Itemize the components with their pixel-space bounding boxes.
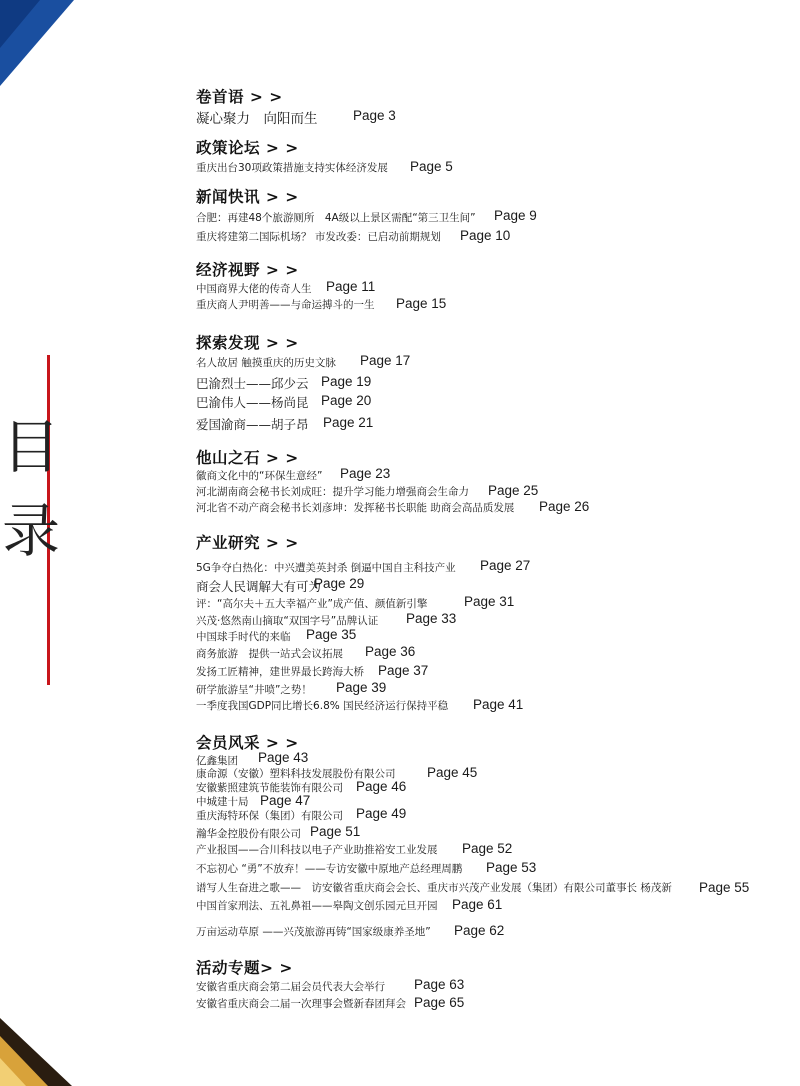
toc-entry[interactable]: 名人故居 触摸重庆的历史文脉 [196,357,336,369]
section-title: 产业研究 > > [196,534,299,552]
toc-entry[interactable]: 中城建十局 [196,796,249,808]
toc-entry[interactable]: 重庆出台30项政策措施支持实体经济发展 [196,162,388,174]
page-number: Page 27 [480,558,531,573]
page-number: Page 10 [460,228,511,243]
toc-entry[interactable]: 一季度我国GDP同比增长6.8% 国民经济运行保持平稳 [196,700,449,712]
toc-entry[interactable]: 商会人民调解大有可为 [196,579,322,594]
toc-entry[interactable]: 谱写人生奋进之歌—— 访安徽省重庆商会会长、重庆市兴茂产业发展（集团）有限公司董事长 杨茂新 [196,882,672,894]
toc-entry[interactable]: 巴渝烈士——邱少云 [196,376,309,391]
page-number: Page 17 [360,353,411,368]
toc-entry[interactable]: 合肥：再建48个旅游厕所 4A级以上景区需配“第三卫生间” [196,212,476,224]
section-title: 卷首语 > > [196,88,283,106]
page-number: Page 11 [326,279,376,294]
page-number: Page 26 [539,499,590,514]
page-number: Page 53 [486,860,537,875]
page-number: Page 23 [340,466,391,481]
page-number: Page 15 [396,296,447,311]
toc-entry[interactable]: 研学旅游呈“井喷”之势！ [196,684,312,696]
page-number: Page 61 [452,897,503,912]
toc-entry[interactable]: 河北省不动产商会秘书长刘彦坤：发挥秘书长职能 助商会高品质发展 [196,502,515,514]
page-number: Page 33 [406,611,457,626]
section-title: 会员风采 > > [196,734,299,752]
page-number: Page 5 [410,159,453,174]
page-number: Page 9 [494,208,537,223]
page-number: Page 49 [356,806,407,821]
corner-decoration-top [0,0,90,90]
toc-entry[interactable]: 中国商界大佬的传奇人生 [196,283,312,295]
toc-entry[interactable]: 产业报国——合川科技以电子产业助推裕安工业发展 [196,844,438,856]
toc-entry[interactable]: 中国球手时代的来临 [196,631,291,643]
section-title: 探索发现 > > [196,334,299,352]
page-number: Page 63 [414,977,465,992]
page-number: Page 35 [306,627,357,642]
page-number: Page 31 [464,594,515,609]
section-title: 他山之石 > > [196,449,299,467]
page-number: Page 52 [462,841,513,856]
page-number: Page 25 [488,483,539,498]
page-number: Page 21 [323,415,374,430]
toc-entry[interactable]: 徽商文化中的“环保生意经” [196,470,323,482]
toc-entry[interactable]: 兴茂·悠然南山摘取“双国字号”品牌认证 [196,615,379,627]
toc-entry[interactable]: 巴渝伟人——杨尚昆 [196,395,309,410]
toc-entry[interactable]: 中国首家刑法、五礼鼻祖——皋陶文创乐园元旦开园 [196,900,438,912]
section-title: 新闻快讯 > > [196,188,299,206]
section-title: 政策论坛 > > [196,139,299,157]
toc-entry[interactable]: 康命源（安徽）塑料科技发展股份有限公司 [196,768,396,780]
toc-entry[interactable]: 5G争夺白热化：中兴遭美英封杀 倒逼中国自主科技产业 [196,562,456,574]
section-title: 经济视野 > > [196,261,299,279]
page-number: Page 19 [321,374,372,389]
page-number: Page 37 [378,663,429,678]
toc-entry[interactable]: 爱国渝商——胡子昂 [196,417,309,432]
page-number: Page 3 [353,108,396,123]
corner-decoration-bottom [0,996,90,1086]
section-title: 活动专题> > [196,959,293,977]
page-number: Page 55 [699,880,750,895]
toc-entry[interactable]: 安徽紫照建筑节能装饰有限公司 [196,782,343,794]
toc-entry[interactable]: 凝心聚力 向阳而生 [196,111,318,127]
page-number: Page 45 [427,765,478,780]
toc-entry[interactable]: 万亩运动草原 ——兴茂旅游再铸“国家级康养圣地” [196,926,431,938]
toc-entry[interactable]: 商务旅游 提供一站式会议拓展 [196,648,343,660]
side-title-char-1: 目 [2,413,61,481]
page-number: Page 51 [310,824,361,839]
page-number: Page 29 [314,576,365,591]
toc-entry[interactable]: 不忘初心 “勇”不放弃！——专访安徽中原地产总经理周鹏 [196,863,463,875]
page-number: Page 62 [454,923,505,938]
toc-entry[interactable]: 亿鑫集团 [196,755,238,767]
page-number: Page 41 [473,697,524,712]
toc-entry[interactable]: 安徽省重庆商会第二届会员代表大会举行 [196,981,385,993]
toc-entry[interactable]: 发扬工匠精神，建世界最长跨海大桥 [196,666,364,678]
toc-entry[interactable]: 重庆商人尹明善——与命运搏斗的一生 [196,299,375,311]
page-number: Page 20 [321,393,372,408]
page-number: Page 36 [365,644,416,659]
side-title-char-2: 录 [2,497,61,565]
toc-entry[interactable]: 重庆海特环保（集团）有限公司 [196,810,343,822]
page-number: Page 46 [356,779,407,794]
page-number: Page 65 [414,995,465,1010]
toc-entry[interactable]: 重庆将建第二国际机场？ 市发改委：已启动前期规划 [196,231,441,243]
page-number: Page 43 [258,750,309,765]
toc-entry[interactable]: 河北湖南商会秘书长刘成旺：提升学习能力增强商会生命力 [196,486,469,498]
toc-entry[interactable]: 安徽省重庆商会二届一次理事会暨新春团拜会 [196,998,406,1010]
page-number: Page 39 [336,680,387,695]
page-number: Page 47 [260,793,311,808]
toc-entry[interactable]: 评：“高尔夫＋五大幸福产业”成产值、颜值新引擎 [196,598,428,610]
toc-entry[interactable]: 瀚华金控股份有限公司 [196,828,301,840]
